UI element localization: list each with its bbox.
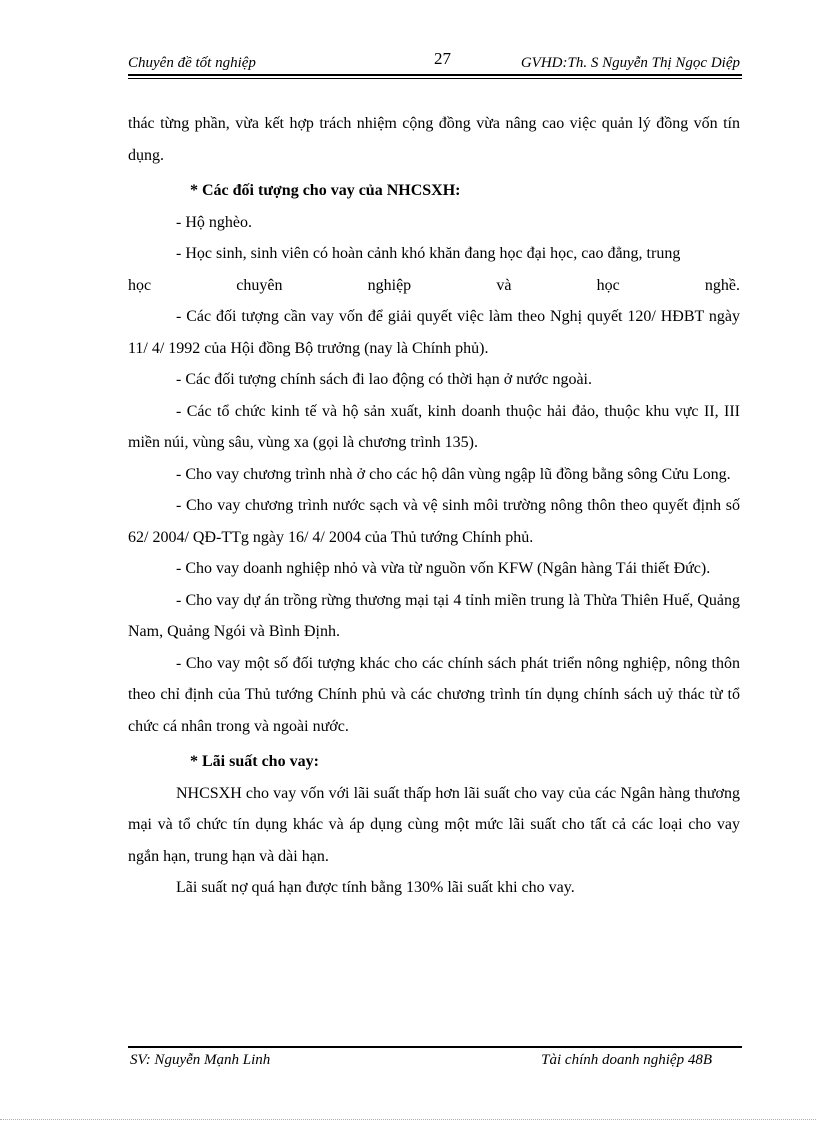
list-item: - Cho vay chương trình nước sạch và vệ sinh môi trường nông thôn theo quyết định số 62/ 2004/ QĐ-TTg ngày 16/ 4/ 2004 của Thủ tướng Chính phủ. xyxy=(128,497,740,546)
list-item: - Hộ nghèo. xyxy=(176,213,252,231)
footer-right-text: Tài chính doanh nghiệp 48B xyxy=(541,1052,712,1068)
header-right-text: GVHD:Th. S Nguyễn Thị Ngọc Diệp xyxy=(520,55,740,71)
paragraph: NHCSXH cho vay vốn với lãi suất thấp hơn lãi suất cho vay của các Ngân hàng thương mại và tổ chức tín dụng khác và áp dụng cùng một mức lãi suất cho tất cả các loại cho vay ngắn hạn, trung hạn và dài hạn. xyxy=(128,784,740,865)
footer-left-text: SV: Nguyễn Mạnh Linh xyxy=(130,1052,271,1068)
justified-line xyxy=(128,270,740,302)
paragraph-continuation: thác từng phần, vừa kết hợp trách nhiệm cộng đồng vừa nâng cao việc quản lý đồng vốn tín dụng. xyxy=(128,115,740,164)
page-header xyxy=(128,48,742,74)
list-item: - Các đối tượng chính sách đi lao động có thời hạn ở nước ngoài. xyxy=(176,371,592,388)
header-rule xyxy=(128,74,742,76)
list-item: - Cho vay chương trình nhà ở cho các hộ dân vùng ngập lũ đồng bằng sông Cửu Long. xyxy=(176,465,731,483)
paragraph: Lãi suất nợ quá hạn được tính bằng 130% lãi suất khi cho vay. xyxy=(176,879,575,896)
word: và xyxy=(496,276,512,294)
word: học xyxy=(596,276,620,294)
page-number: 27 xyxy=(434,49,451,68)
word: chuyên xyxy=(236,276,283,294)
page-body xyxy=(128,108,740,904)
footer-rule xyxy=(128,1046,742,1048)
page-edge-divider xyxy=(0,1119,816,1120)
word: nghiệp xyxy=(367,276,412,294)
list-item: - Cho vay dự án trồng rừng thương mại tại 4 tỉnh miền trung là Thừa Thiên Huế, Quảng Nam, Quảng Ngói và Bình Định. xyxy=(128,591,740,640)
heading-borrowers: * Các đối tượng cho vay của NHCSXH: xyxy=(190,182,461,199)
word: học xyxy=(128,276,152,294)
list-item: - Các đối tượng cần vay vốn để giải quyết việc làm theo Nghị quyết 120/ HĐBT ngày 11/ 4/ 1992 của Hội đồng Bộ trưởng (nay là Chính phủ). xyxy=(128,308,740,357)
header-rule-thin xyxy=(128,78,742,79)
heading-interest-rate: * Lãi suất cho vay: xyxy=(190,753,319,770)
list-item: - Cho vay doanh nghiệp nhỏ và vừa từ nguồn vốn KFW (Ngân hàng Tái thiết Đức). xyxy=(176,560,711,577)
word: nghề. xyxy=(704,276,740,294)
list-item: - Cho vay một số đối tượng khác cho các chính sách phát triển nông nghiệp, nông thôn theo chỉ định của Thủ tướng Chính phủ và các chương trình tín dụng chính sách uỷ thác từ tổ chức cá nhân trong và ngoài nước. xyxy=(128,654,740,735)
header-left-text: Chuyên đề tốt nghiệp xyxy=(128,55,256,71)
list-item: - Các tổ chức kinh tế và hộ sản xuất, kinh doanh thuộc hải đảo, thuộc khu vực II, III miền núi, vùng sâu, vùng xa (gọi là chương trình 135). xyxy=(128,402,740,451)
list-item: - Học sinh, sinh viên có hoàn cảnh khó khăn đang học đại học, cao đẳng, trung xyxy=(176,245,681,262)
